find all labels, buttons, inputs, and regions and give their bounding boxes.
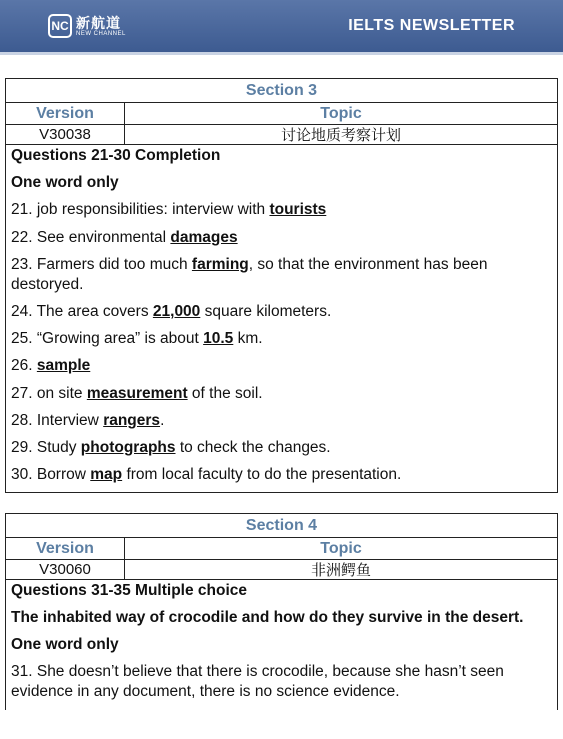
new-channel-logo: [48, 12, 126, 40]
question-item: [11, 302, 551, 322]
answer-word: farming: [191, 255, 249, 273]
questions-title: Questions 21-30 Completion: [11, 147, 221, 164]
section-4-value-row: [6, 560, 557, 580]
question-text: .: [160, 411, 165, 429]
answer-word: rangers: [103, 411, 161, 429]
answer-word: sample: [36, 357, 91, 375]
section-4-title: Section 4: [6, 514, 557, 538]
topic-header: Topic: [320, 540, 362, 557]
question-text: 21. job responsibilities: interview with: [11, 201, 270, 219]
section-4-header-row: [6, 538, 557, 560]
section-3-title: Section 3: [6, 79, 557, 103]
logo-mark-icon: NC: [48, 14, 72, 38]
question-text: to check the changes.: [175, 438, 331, 456]
section-3-table: [5, 78, 558, 493]
question-item: [11, 384, 551, 404]
question-text: 26.: [11, 357, 37, 375]
question-text: of the soil.: [187, 384, 263, 402]
section-3-header-row: [6, 103, 557, 125]
section-3-questions: [6, 145, 557, 485]
newsletter-header: [0, 0, 563, 55]
questions-title: Questions 31-35 Multiple choice: [11, 582, 248, 599]
question-item: 31. She doesn’t believe that there is crocodile, because she hasn’t seen evidence in any document, there is no science evidence.: [11, 663, 504, 701]
section-3-value-row: [6, 125, 557, 145]
logo-english-text: NEW CHANNEL: [76, 30, 126, 37]
answer-word: tourists: [269, 201, 327, 219]
question-item: [11, 411, 551, 431]
question-text: 27. on site: [11, 384, 87, 402]
answer-word: measurement: [86, 384, 188, 402]
answer-word: damages: [170, 228, 238, 246]
answer-word: 21,000: [152, 302, 201, 320]
question-list: [11, 200, 551, 485]
question-text: 22. See environmental: [11, 228, 171, 246]
version-value: V30038: [6, 125, 125, 144]
question-text: from local faculty to do the presentation.: [122, 466, 402, 484]
answer-word: 10.5: [203, 330, 234, 348]
question-text: 25. “Growing area” is about: [11, 330, 204, 348]
question-text: , so that the environment has been destoryed.: [11, 255, 488, 293]
question-item: [11, 228, 551, 248]
version-value: V30060: [6, 560, 125, 579]
instruction: One word only: [11, 174, 119, 192]
section-4-table: [5, 513, 558, 710]
question-text: 30. Borrow: [11, 466, 91, 484]
question-text: 24. The area covers: [11, 302, 153, 320]
topic-value: 非洲鳄鱼: [310, 561, 371, 579]
topic-header: Topic: [320, 105, 362, 122]
instruction: One word only: [11, 636, 119, 654]
question-text: 23. Farmers did too much: [11, 255, 192, 273]
question-text: 28. Interview: [11, 411, 104, 429]
question-text: 29. Study: [11, 438, 81, 456]
section-4-questions: [6, 580, 557, 702]
version-header: Version: [6, 538, 125, 559]
question-subtitle: The inhabited way of crocodile and how do they survive in the desert.: [11, 609, 524, 627]
question-item: [11, 329, 551, 349]
version-header: Version: [6, 103, 125, 124]
answer-word: map: [90, 466, 123, 484]
logo-chinese-text: 新航道: [76, 14, 121, 31]
topic-value: 讨论地质考察计划: [280, 126, 401, 144]
question-item: [11, 200, 551, 220]
question-item: [11, 255, 551, 295]
newsletter-title: IELTS NEWSLETTER: [348, 17, 515, 34]
question-item: [11, 465, 551, 485]
answer-word: photographs: [80, 438, 176, 456]
question-text: km.: [233, 330, 263, 348]
question-item: [11, 356, 551, 376]
question-text: square kilometers.: [200, 302, 332, 320]
question-item: [11, 438, 551, 458]
